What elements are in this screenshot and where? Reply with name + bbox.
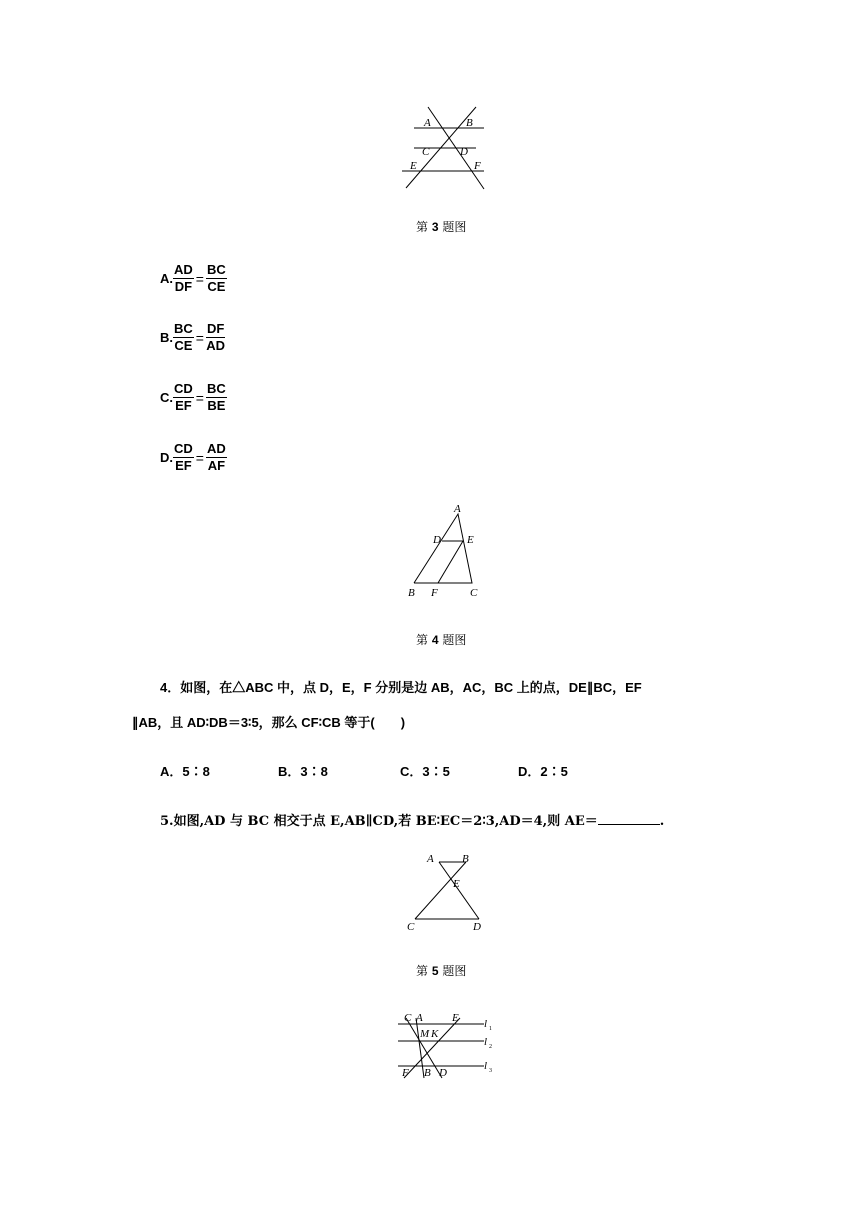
label-d: D: [473, 921, 481, 933]
choice-b: B．3∶8: [278, 764, 328, 779]
question-5: 5.如图,AD 与 BC 相交于点 E,AB∥CD,若 BE∶EC＝2∶3,AD＝4,则 AE＝ .: [160, 810, 664, 832]
label-l3-sub: 3: [489, 1068, 492, 1074]
label-c: C: [470, 587, 478, 599]
triangle-abc: [414, 514, 472, 583]
option-c: C. $\frac{CD}{EF}$ = $\frac{BC}{BE}$: [160, 381, 226, 413]
fraction-left: $\frac{BC}{CE}$: [174, 321, 193, 353]
figure-5: [402, 849, 492, 933]
segment-bc: [415, 862, 466, 919]
label-c: C: [404, 1012, 412, 1024]
question-4-line-1: 4．如图，在△ABC 中，点 D，E，F 分别是边 AB，AC，BC 上的点，DE∥BC，EF: [160, 680, 642, 695]
label-l3: l: [484, 1060, 488, 1072]
figure-4: [402, 500, 492, 602]
label-d: D: [439, 1067, 447, 1079]
segment-ef: [438, 541, 463, 583]
question-4-line-2: ∥AB，且 AD∶DB＝3∶5，那么 CF∶CB 等于( ): [132, 715, 406, 730]
answer-blank[interactable]: [598, 810, 660, 825]
label-e: E: [452, 1012, 459, 1024]
label-a: A: [424, 117, 431, 129]
label-c: C: [407, 921, 415, 933]
label-b: B: [466, 117, 473, 129]
label-e: E: [467, 534, 474, 546]
label-b: B: [408, 587, 415, 599]
choice-d: D．2∶5: [518, 764, 568, 779]
fraction-right: $\frac{BC}{CE}$: [206, 262, 226, 294]
label-b: B: [424, 1067, 431, 1079]
label-a: A: [416, 1012, 423, 1024]
figure-3-caption: 第 3 题图: [416, 220, 467, 234]
figure-4-caption: 第 4 题图: [416, 633, 467, 647]
fraction-right: $\frac{BC}{BE}$: [206, 381, 226, 413]
choice-c: C．3∶5: [400, 764, 450, 779]
line-ab: [416, 1018, 424, 1078]
label-m: M: [420, 1028, 430, 1040]
figure-5-caption: 第 5 题图: [416, 964, 467, 978]
label-b: B: [462, 853, 469, 865]
label-f: F: [474, 160, 481, 172]
label-e: E: [410, 160, 417, 172]
option-a: A. $\frac{AD}{DF}$ = $\frac{BC}{CE}$: [160, 262, 226, 294]
option-b: B. $\frac{BC}{CE}$ = $\frac{DF}{AD}$: [160, 321, 226, 353]
label-k: K: [431, 1028, 439, 1040]
label-l1-sub: 1: [489, 1026, 492, 1032]
figure-6: [394, 1008, 504, 1080]
choice-a: A．5∶8: [160, 764, 210, 779]
label-l2-sub: 2: [489, 1044, 492, 1050]
label-d: D: [460, 146, 468, 158]
fraction-left: $\frac{CD}{EF}$: [174, 381, 193, 413]
label-f: F: [402, 1067, 409, 1079]
fraction-left: $\frac{CD}{EF}$: [174, 441, 193, 473]
label-a: A: [427, 853, 434, 865]
option-d: D. $\frac{CD}{EF}$ = $\frac{AD}{AF}$: [160, 441, 226, 473]
label-f: F: [431, 587, 438, 599]
label-e: E: [453, 878, 460, 890]
fraction-left: $\frac{AD}{DF}$: [174, 262, 193, 294]
label-a: A: [454, 503, 461, 515]
fraction-right: $\frac{DF}{AD}$: [206, 321, 226, 353]
label-d: D: [433, 534, 441, 546]
label-l2: l: [484, 1036, 488, 1048]
fraction-right: $\frac{AD}{AF}$: [206, 441, 226, 473]
label-l1: l: [484, 1018, 488, 1030]
label-c: C: [422, 146, 430, 158]
line-ef: [404, 1018, 460, 1078]
figure-3: [398, 103, 490, 191]
